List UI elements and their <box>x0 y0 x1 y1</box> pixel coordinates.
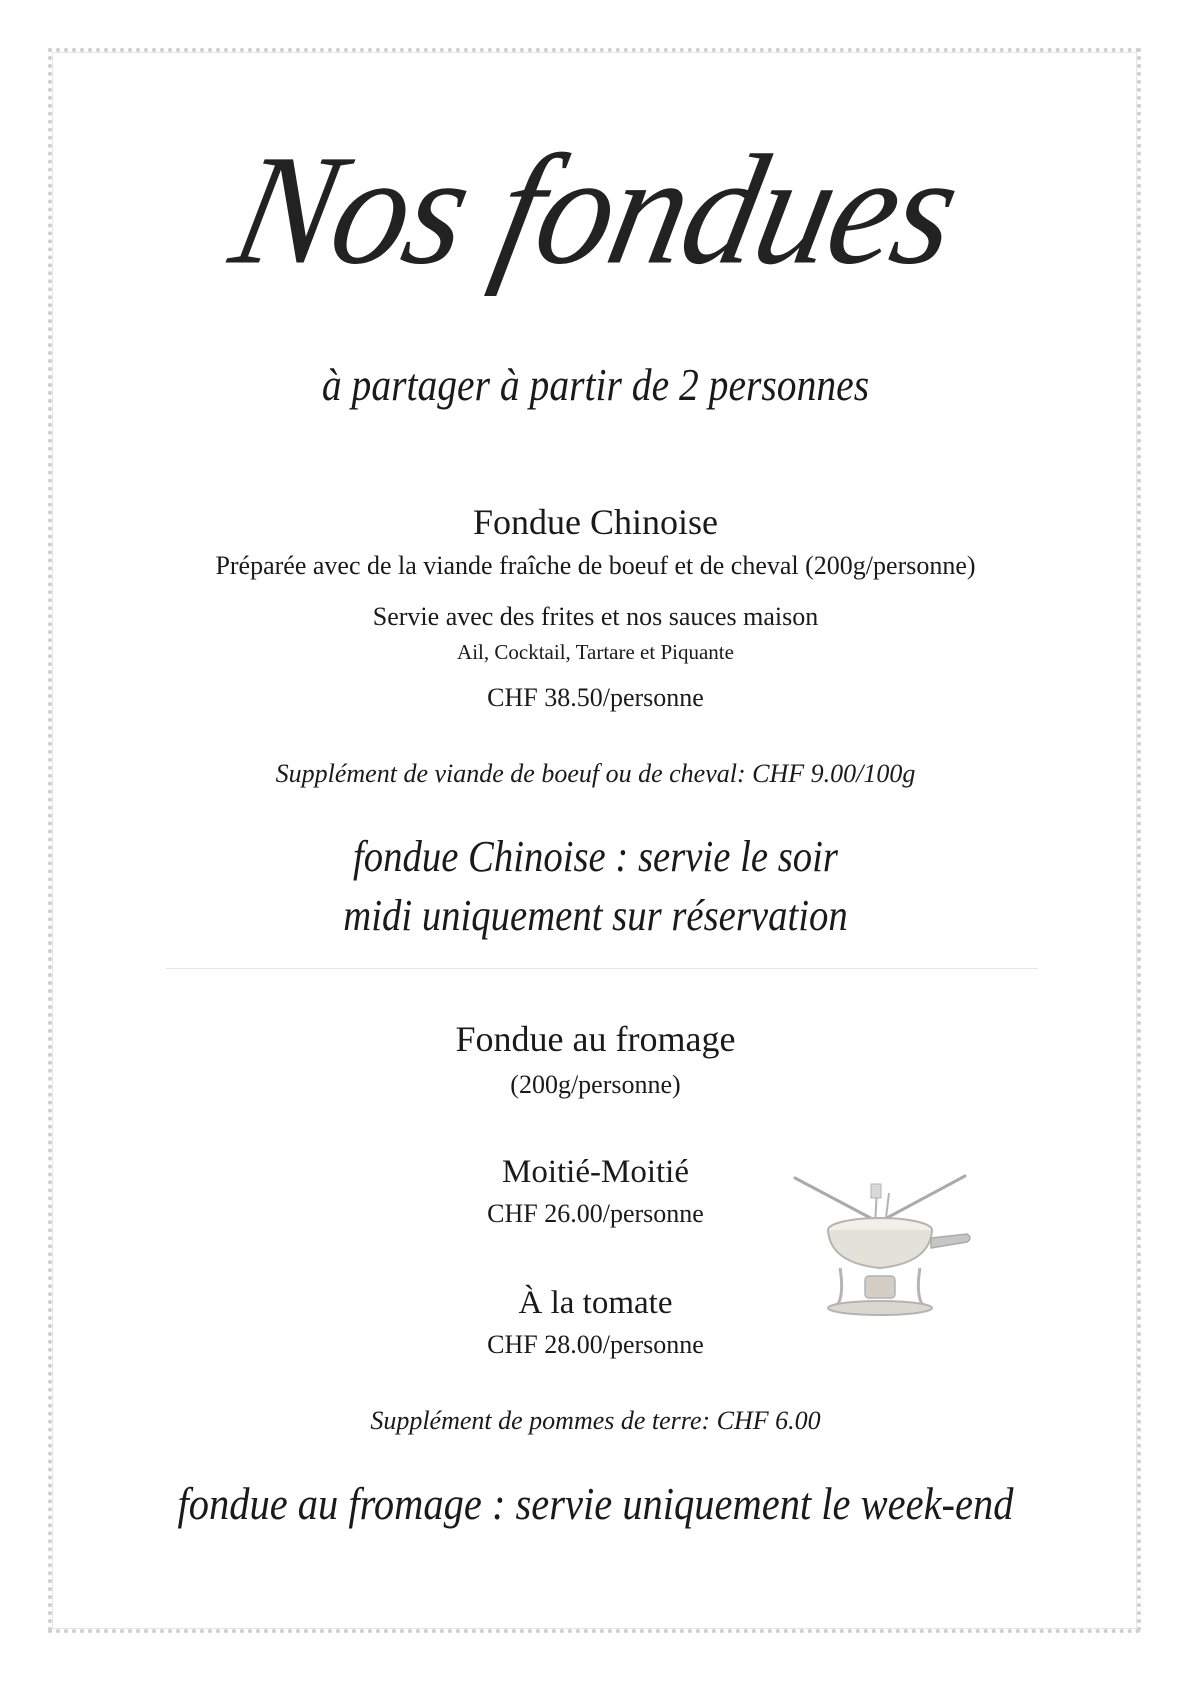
chinoise-note-line1: fondue Chinoise : servie le soir <box>352 832 838 881</box>
fromage-portion: (200g/personne) <box>510 1070 681 1099</box>
chinoise-price: CHF 38.50/personne <box>487 683 704 712</box>
variety-tomate-name: À la tomate <box>518 1285 673 1321</box>
chinoise-note-line2: midi uniquement sur réservation <box>343 891 848 940</box>
page-subtitle: à partager à partir de 2 personnes <box>321 359 870 410</box>
chinoise-sauces: Ail, Cocktail, Tartare et Piquante <box>457 640 734 664</box>
fromage-note: fondue au fromage : servie uniquement le week-end <box>177 1478 1014 1529</box>
chinoise-heading: Fondue Chinoise <box>472 502 718 542</box>
page-title: Nos fondues <box>219 122 972 298</box>
fromage-supplement: Supplément de pommes de terre: CHF 6.00 <box>370 1406 821 1435</box>
chinoise-description: Préparée avec de la viande fraîche de boeuf et de cheval (200g/personne) <box>215 551 976 580</box>
variety-moitie-name: Moitié-Moitié <box>502 1154 689 1190</box>
chinoise-supplement: Supplément de viande de boeuf ou de cheval: CHF 9.00/100g <box>275 759 916 788</box>
section-divider <box>166 968 1038 969</box>
variety-moitie-price: CHF 26.00/personne <box>487 1199 704 1228</box>
fromage-heading: Fondue au fromage <box>455 1019 736 1059</box>
fondue-pot-icon <box>785 1168 975 1318</box>
variety-tomate-price: CHF 28.00/personne <box>487 1330 704 1359</box>
chinoise-served-with: Servie avec des frites et nos sauces maison <box>372 602 819 631</box>
